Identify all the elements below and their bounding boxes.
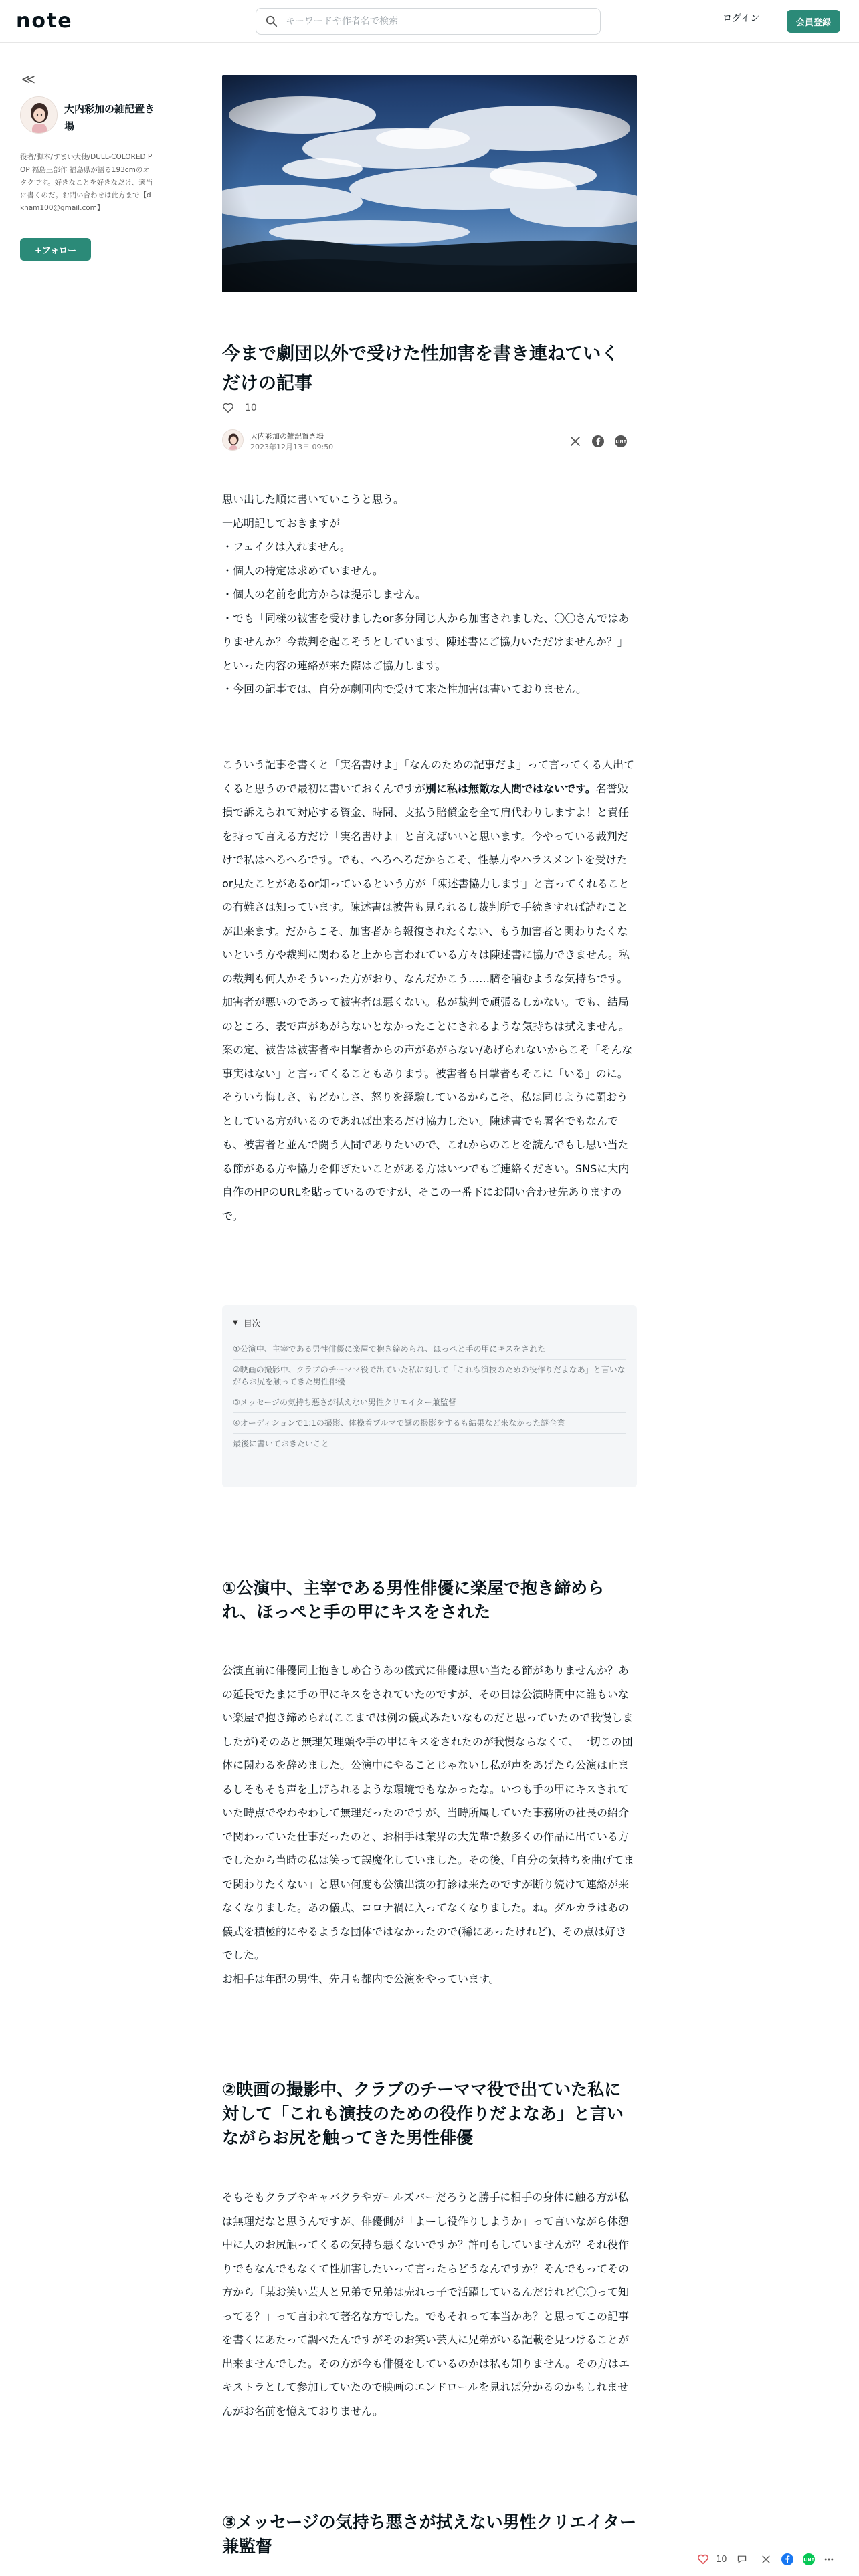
svg-text:LINE: LINE: [803, 2557, 814, 2563]
intro-line: ・個人の特定は求めていません。: [222, 564, 383, 577]
section-paragraph: そもそもクラブやキャバクラやガールズバーだろうと勝手に相手の身体に触る方が私は無理だなと思うんですが、俳優側が「よーし役作りしようか」って言いながら休憩中に人のお尻触ってくるの気持ち悪くないですか？許可もしていませんが？それ役作りでもなんでもなくて性加害したいって言ったらどうなんですか？そんでもってその方から「某お笑い芸人と兄弟で兄弟は売れっ子で活躍しているんだけれど〇〇って知ってる？」って言われて著名な方でした。でもそれって本当かあ？と思ってこの記事を書くにあたって調べたんですがそのお笑い芸人に兄弟がいる記載を見つけることが出来ませんでした。その方が今も俳優をしているのかは私も知りません。その方はエキストラとして参加していたので映画のエンドロールを見れば分かるのかもしれませんがお名前を憶えておりません。: [222, 2191, 630, 2418]
article-paragraph-2: [222, 753, 637, 1228]
search-input[interactable]: [286, 16, 580, 27]
intro-line: ・フェイクは入れません。: [222, 540, 351, 553]
floating-action-bar: [697, 2548, 852, 2571]
collapse-sidebar-icon[interactable]: ≪: [21, 71, 35, 87]
author-name[interactable]: 大内彩加の雑記置き場: [64, 103, 155, 132]
article-title: 今まで劇団以外で受けた性加害を書き連ねていくだけの記事: [222, 344, 619, 394]
site-header: [0, 0, 859, 43]
chat-icon[interactable]: [737, 2554, 747, 2565]
toc-toggle[interactable]: [233, 1316, 626, 1329]
section-heading: ③メッセージの気持ち悪さが拭えない男性クリエイター兼監督: [222, 2512, 637, 2556]
facebook-share-icon[interactable]: [781, 2553, 794, 2566]
toc-item[interactable]: 最後に書いておきたいこと: [233, 1439, 330, 1448]
floating-like-count: 10: [716, 2554, 727, 2565]
sky-clouds-image: [222, 75, 637, 292]
svg-text:LINE: LINE: [615, 439, 626, 445]
author-bio: 役者/脚本/すまい大使/DULL-COLORED POP 福島三部作 福島県が語る193cmのオタクです。好きなことを好きなだけ、適当に書くのだ。お問い合わせは此方まで【dkham100@gmail.com】: [20, 153, 153, 212]
byline: [222, 429, 637, 456]
intro-line: 一応明記しておきますが: [222, 516, 341, 530]
note-logo[interactable]: note: [16, 9, 73, 33]
heart-icon[interactable]: [222, 402, 234, 414]
section-body: [222, 1658, 637, 1991]
line-share-icon[interactable]: [614, 435, 628, 448]
toc-item[interactable]: ③メッセージの気持ち悪さが拭えない男性クリエイター兼監督: [233, 1392, 626, 1413]
search-box[interactable]: [256, 8, 601, 35]
search-icon: [266, 15, 278, 27]
signup-button[interactable]: 会員登録: [787, 10, 840, 33]
line-share-icon[interactable]: [802, 2553, 816, 2566]
like-count: 10: [245, 403, 257, 413]
facebook-share-icon[interactable]: [591, 435, 605, 448]
toc-item[interactable]: ④オーディションで1:1の撮影、体操着ブルマで謎の撮影をするも結果など来なかった謎企業: [233, 1413, 626, 1434]
byline-date: 2023年12月13日 09:50: [250, 443, 334, 451]
section-heading: ①公演中、主宰である男性俳優に楽屋で抱き締められ、ほっぺと手の甲にキスをされた: [222, 1578, 605, 1622]
like-area[interactable]: [222, 402, 257, 414]
para2-text: こういう記事を書くと「実名書けよ」「なんのための記事だよ」って言ってくる人出てくると思うので最初に書いておくんですが: [222, 758, 635, 795]
intro-line: ・今回の記事では、自分が劇団内で受けて来た性加害は書いておりません。: [222, 683, 587, 695]
section-body: [222, 2185, 637, 2423]
caret-down-icon: ▼: [233, 1319, 238, 1327]
article-intro: [222, 488, 637, 702]
byline-author-name[interactable]: 大内彩加の雑記置き場: [250, 432, 324, 441]
section-heading: ②映画の撮影中、クラブのチーママ役で出ていた私に対して「これも演技のための役作りだよなあ」と言いながらお尻を触ってきた男性俳優: [222, 2080, 624, 2147]
follow-button[interactable]: +フォロー: [20, 238, 91, 261]
login-button[interactable]: ログイン: [723, 11, 759, 25]
intro-line: 思い出した順に書いていこうと思う。: [222, 493, 405, 506]
byline-avatar[interactable]: [222, 429, 244, 451]
x-share-icon[interactable]: [569, 435, 582, 448]
toc-item[interactable]: ①公演中、主宰である男性俳優に楽屋で抱き締められ、ほっぺと手の甲にキスをされた: [233, 1339, 626, 1360]
author-avatar[interactable]: [20, 96, 58, 134]
para2-bold-text: 別に私は無敵な人間ではないです。: [425, 782, 596, 795]
more-options-icon[interactable]: [824, 2554, 834, 2565]
heart-icon[interactable]: [697, 2553, 709, 2565]
avatar-illustration-icon: [223, 430, 244, 451]
toc-heading: 目次: [243, 1319, 261, 1329]
article-paragraph-3: そういう悔しさ、もどかしさ、怒りを経験しているからこそ、私は同じように闘おうとしている方がいるのであれば出来るだけ協力したい。陳述書でも署名でもなんでも、被害者と並んで闘う人間でありたいので、これからのことを読んでもし思い当たる節がある方や協力を仰ぎたいことがある方はいつでもご連絡ください。SNSに大内自作のHPのURLを貼っているのですが、そこの一番下にお問い合わせ先ありますので。: [222, 1091, 630, 1222]
intro-line: ・でも「同様の被害を受けましたor多分同じ人から加害されました、〇〇さんではありませんか？今裁判を起こそうとしています、陳述書にご協力いただけませんか？」といった内容の連絡が来た際はご協力します。: [222, 611, 630, 672]
intro-line: ・個人の名前を此方からは提示しません。: [222, 588, 426, 601]
table-of-contents: [222, 1305, 637, 1487]
section-paragraph: 公演直前に俳優同士抱きしめ合うあの儀式に俳優は思い当たる節がありませんか？あの延長でたまに手の甲にキスをされていたのですが、その日は公演時間中に誰もいない楽屋で抱き締められ(ここまでは例の儀式みたいなものだと思っていたので我慢しましたが)そのあと無理矢理頬や手の甲にキスをされたのが我慢ならなくて、一切この団体に関わるを辞めました。公演中にやることじゃないし私が声をあげたら公演は止まるしそもそも声を上げられるような環境でもなかったな。いつも手の甲にキスされていた時点でやわやわして無理だったのですが、当時所属していた事務所の社長の紹介で関わっていた仕事だったのと、お相手は業界の大先輩で数多くの作品に出ている方でしたから当時の私は笑って誤魔化していました。その後、「自分の気持ちを曲げてまで関わりたくない」と思い何度も公演出演の打診は来たのですが断り続けて連絡が来なくなりました。あの儀式、コロナ禍に入ってなくなりました。ね。ダルカラはあの儀式を積極的にやるような団体ではなかったので(稀にあったけれど)、その点は好きでした。 お相手は年配の男性、先月も都内で公演をやっています。: [222, 1664, 635, 1985]
para2-text-cont: 名誉毀損で訴えられて対応する資金、時間、支払う賠償金を全て肩代わりしますよ！と責任を持って言える方だけ「実名書けよ」と言えばいいと思います。今やっている裁判だけで私はへろへろです。でも、へろへろだからこそ、性暴力やハラスメントを受けたor見たことがあるor知っているという方が「陳述書協力します」と言ってくれることの有難さは知っています。陳述書は被告も見られるし裁判所で手続きすれば読むことが出来ます。だからこそ、加害者から報復されたくない、もう加害者と関わりたくないという方や裁判に関わると上から言われている方々は陳述書に協力できません。私の裁判も何人かそういった方がおり、なんだかこう……臍を噛むような気持ちです。加害者が悪いのであって被害者は悪くない。私が裁判で頑張るしかない。でも、結局のところ、表で声があがらないとなかったことにされるような気持ちは拭えません。案の定、被告は被害者や目撃者からの声があがらない/あげられないからこそ「そんな事実はない」と言ってくることもあります。被害者も目撃者もそこに「いる」のに。: [222, 782, 633, 1080]
article-hero-image: [222, 75, 637, 292]
toc-item[interactable]: ②映画の撮影中、クラブのチーママ役で出ていた私に対して「これも演技のための役作りだよなあ」と言いながらお尻を触ってきた男性俳優: [233, 1360, 626, 1392]
avatar-illustration-icon: [21, 97, 58, 134]
x-share-icon[interactable]: [761, 2554, 771, 2565]
